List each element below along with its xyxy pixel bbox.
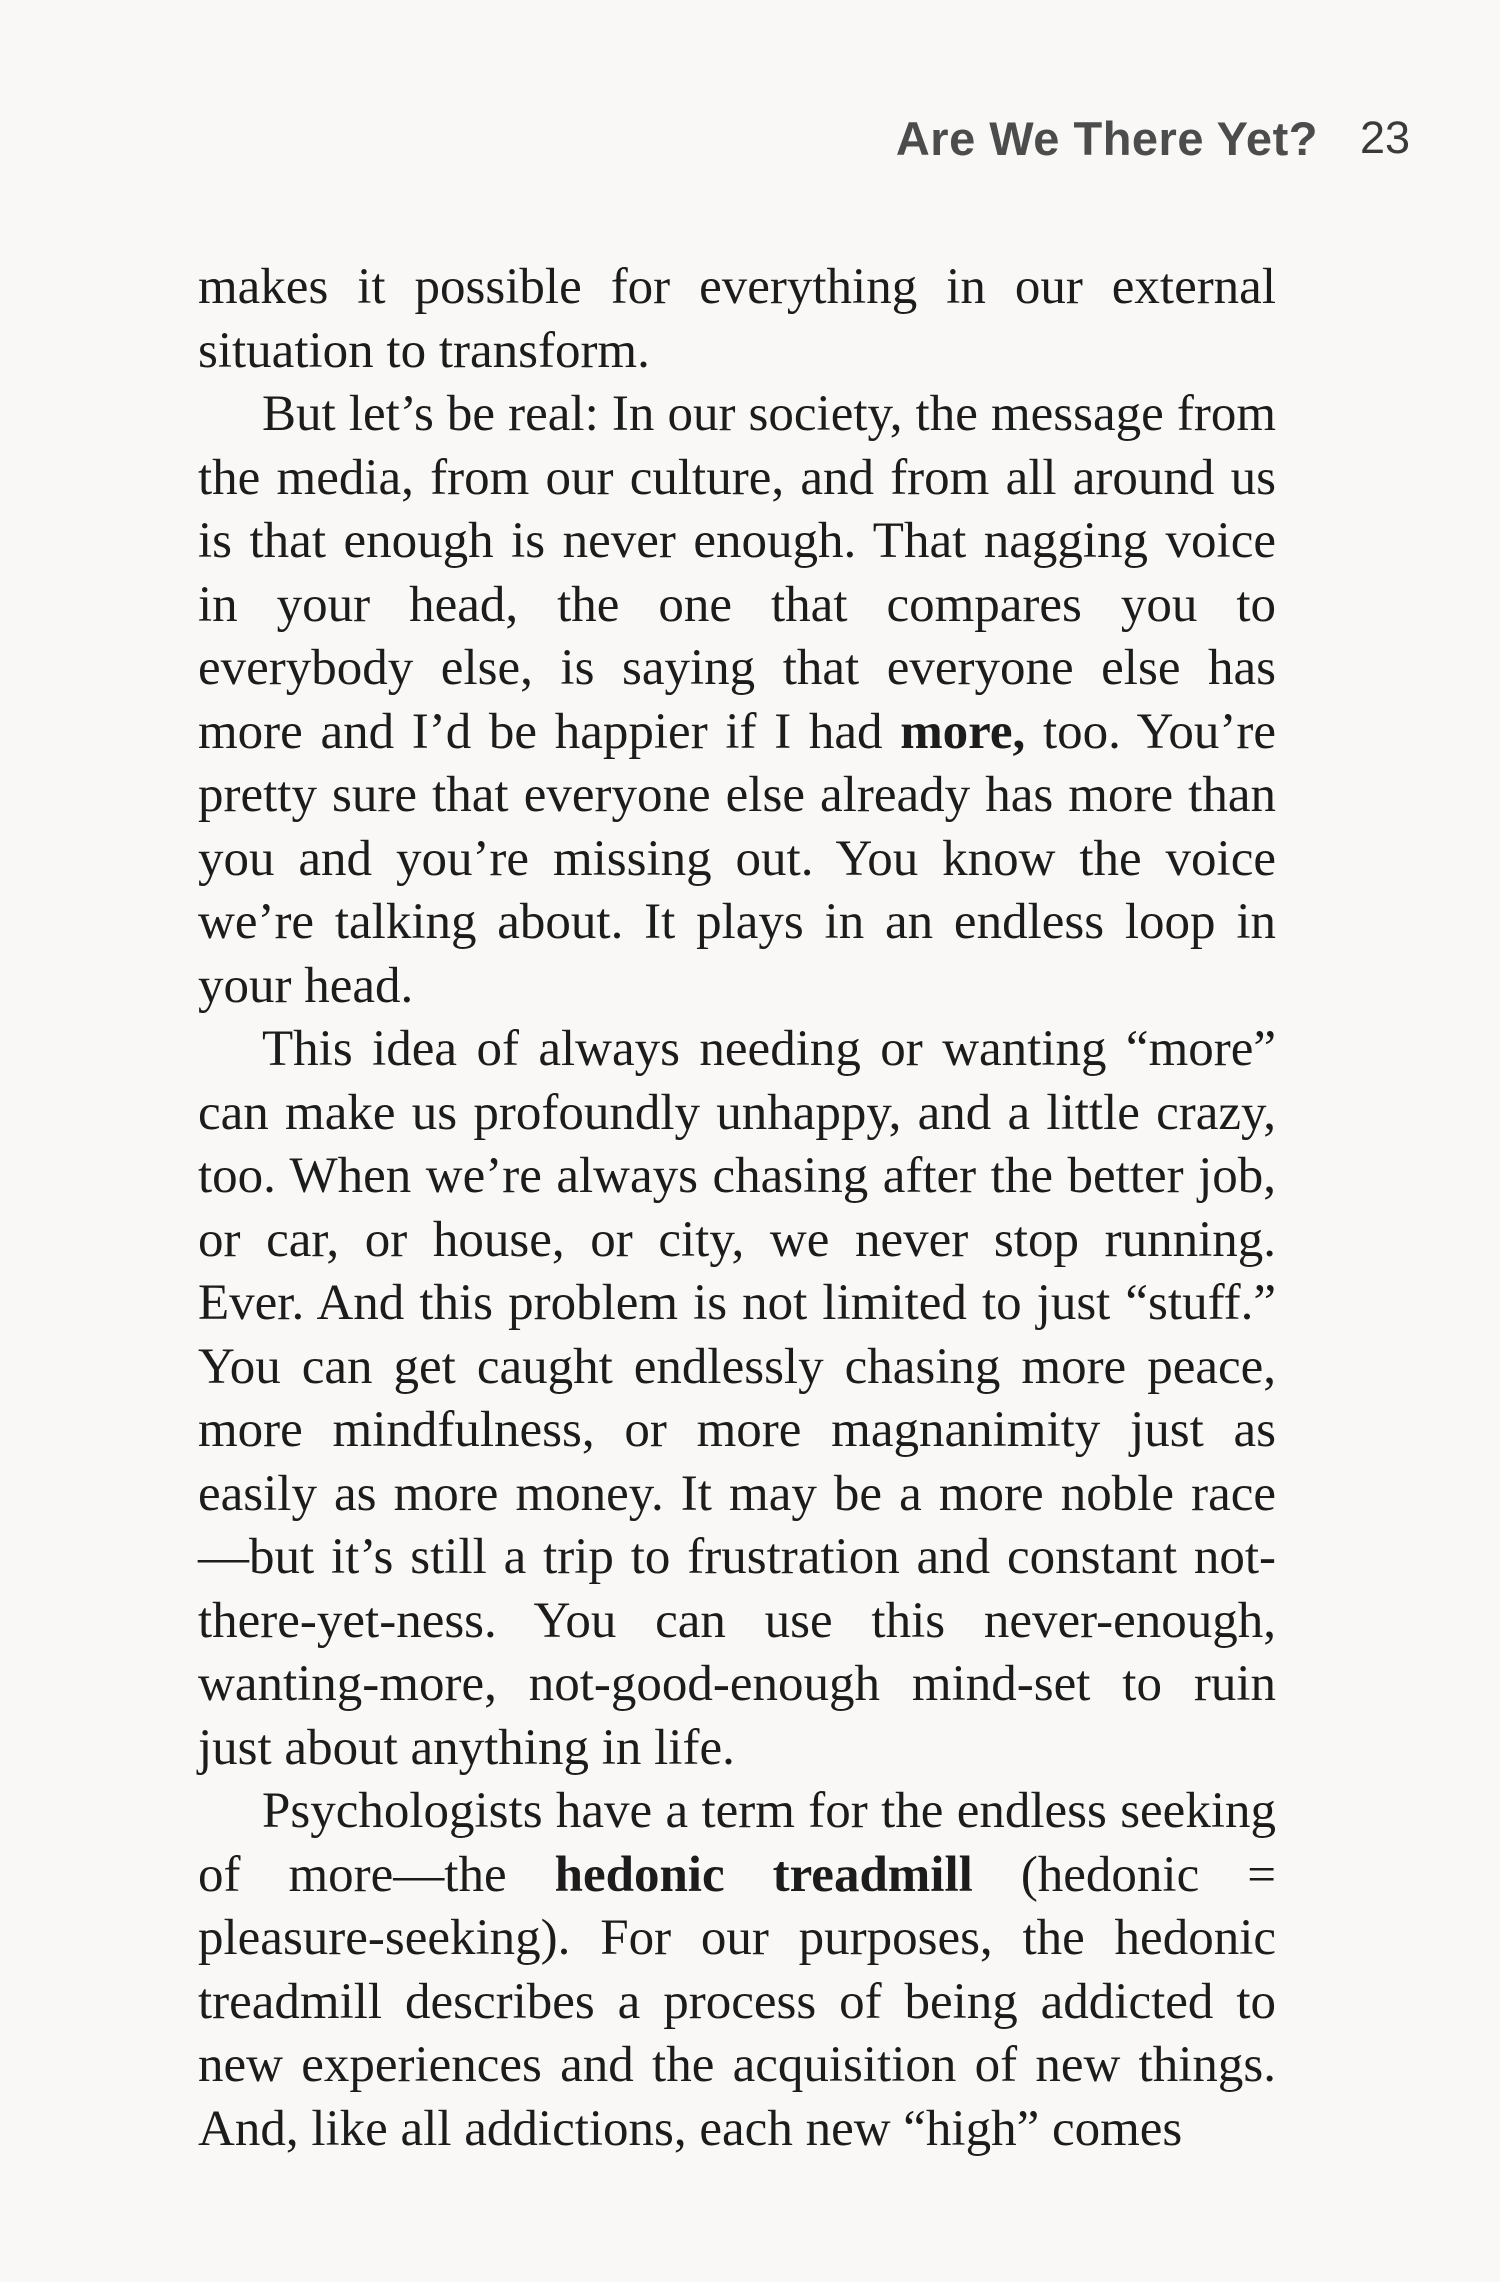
paragraph-1-text: makes it possible for everything in our external situation to transform. — [198, 259, 1276, 379]
paragraph-4 — [198, 1780, 1276, 2161]
paragraph-2-text-b: too. You’re pretty sure that everyone else already has more than you and you’re missing out. You know the voice we’re talking about. It plays in an endless loop in your head. — [198, 703, 1276, 1014]
paragraph-4-text-b: (hedonic = pleasure-seeking). For our purposes, the hedonic treadmill describes a process of being addicted to new experiences and the acquisition of new things. And, like all addictions, each new “high” comes — [198, 1846, 1276, 2157]
running-head — [896, 108, 1410, 168]
paragraph-2 — [198, 383, 1276, 1018]
paragraph-3-text: This idea of always needing or wanting “more” can make us profoundly unhappy, and a little crazy, too. When we’re always chasing after the better job, or car, or house, or city, we never stop running. Ever. And this problem is not limited to just “stuff.” You can get caught endlessly chasing more peace, more mindfulness, or more magnanimity just as easily as more money. It may be a more noble race—but it’s still a trip to frustration and constant not-there-yet-ness. You can use this never-enough, wanting-more, not-good-enough mind-set to ruin just about anything in life. — [198, 1021, 1276, 1776]
paragraph-1 — [198, 256, 1276, 383]
term-hedonic-treadmill: hedonic treadmill — [554, 1846, 973, 1903]
page-number: 23 — [1359, 112, 1410, 163]
paragraph-3 — [198, 1018, 1276, 1780]
paragraph-2-text-a: But let’s be real: In our society, the message from the media, from our culture, and from all around us is that enough is never enough. That nagging voice in your head, the one that compares you to everybody else, is saying that everyone else has more and I’d be happier if I had — [198, 386, 1276, 760]
emphasis-more: more, — [900, 703, 1026, 760]
chapter-title: Are We There Yet? — [895, 111, 1318, 165]
paragraph-4-text-a: Psychologists have a term for the endless seeking of more—the — [198, 1783, 1276, 1903]
body-text — [198, 256, 1276, 2161]
